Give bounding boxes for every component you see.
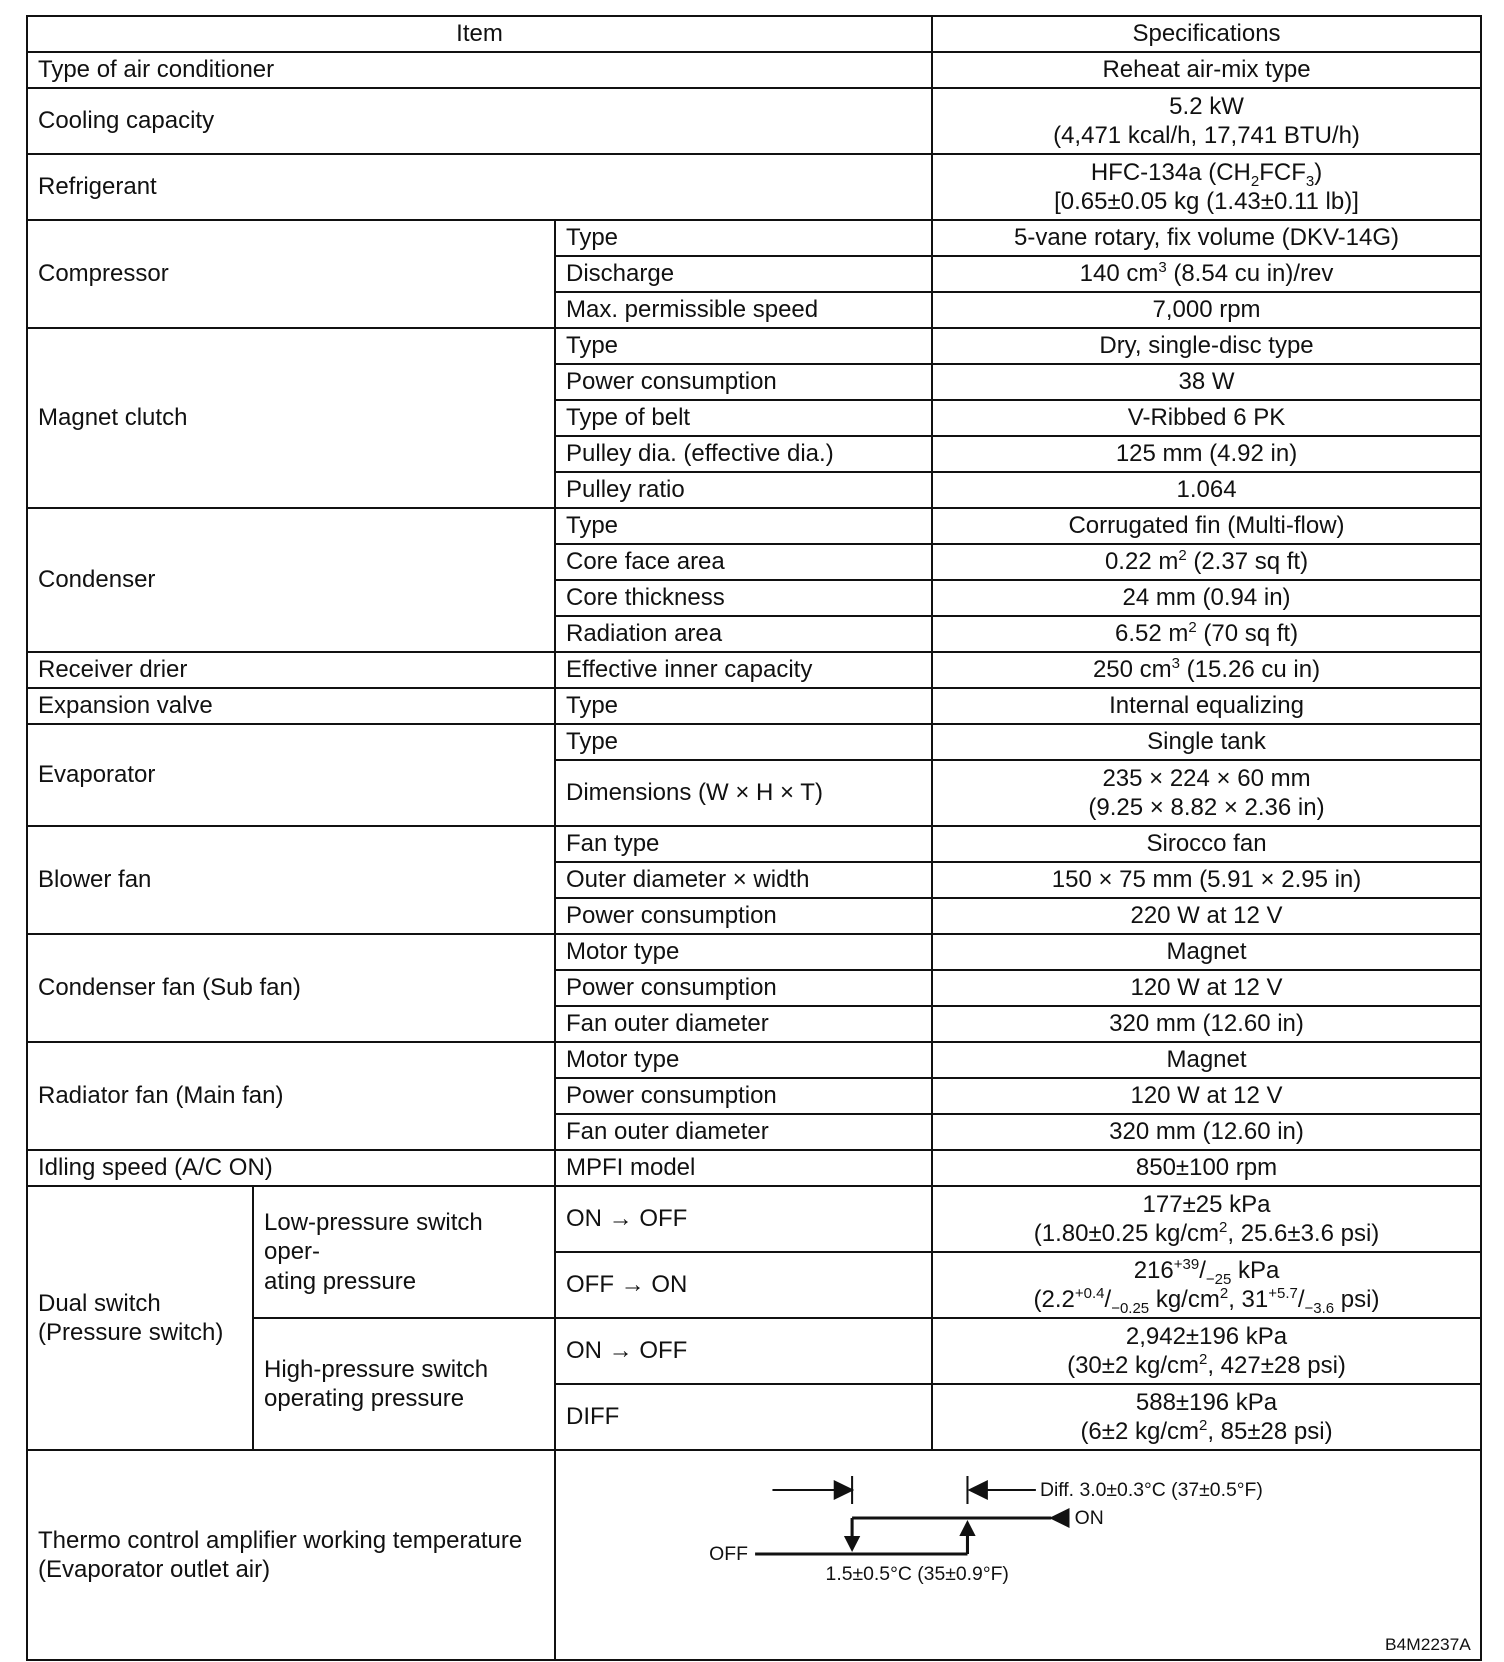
- row-value: 2,942±196 kPa (30±2 $kg/cm^2$, 427±28 psi): [932, 1318, 1481, 1384]
- row-value: 235 × 224 × 60 mm (9.25 × 8.82 × 2.36 in): [932, 760, 1481, 826]
- sub-label: Power consumption: [555, 1078, 932, 1114]
- sub-label: Type: [555, 220, 932, 256]
- sub-label: Discharge: [555, 256, 932, 292]
- header-item: Item: [27, 16, 932, 52]
- table-row: [27, 154, 1481, 220]
- row-value: V-Ribbed 6 PK: [932, 400, 1481, 436]
- row-value: 120 W at 12 V: [932, 970, 1481, 1006]
- group-label: Idling speed (A/C ON): [27, 1150, 555, 1186]
- row-value: 320 mm (12.60 in): [932, 1114, 1481, 1150]
- sub-label: Pulley dia. (effective dia.): [555, 436, 932, 472]
- group-label: Condenser: [27, 508, 555, 652]
- table-row: [27, 1186, 1481, 1252]
- table-row: [27, 652, 1481, 688]
- row-value: 5-vane rotary, fix volume (DKV-14G): [932, 220, 1481, 256]
- sub-label: Pulley ratio: [555, 472, 932, 508]
- group-label: Magnet clutch: [27, 328, 555, 508]
- thermo-diagram: [556, 1452, 1480, 1658]
- diff-label: Diff. 3.0±0.3°C (37±0.5°F): [1039, 1480, 1263, 1501]
- sub-label: ON → OFF: [555, 1318, 932, 1384]
- table-row: [27, 508, 1481, 544]
- on-label: ON: [1074, 1508, 1104, 1529]
- table-row: [27, 934, 1481, 970]
- row-value: 24 mm (0.94 in): [932, 580, 1481, 616]
- row-label: Type of air conditioner: [27, 52, 932, 88]
- group-label: Condenser fan (Sub fan): [27, 934, 555, 1042]
- sub-label: Effective inner capacity: [555, 652, 932, 688]
- row-value: 120 W at 12 V: [932, 1078, 1481, 1114]
- row-value: Sirocco fan: [932, 826, 1481, 862]
- sub-label: Power consumption: [555, 898, 932, 934]
- sub-group-label: High-pressure switch operating pressure: [253, 1318, 555, 1450]
- sub-group-label: Low-pressure switch oper- ating pressure: [253, 1186, 555, 1318]
- group-label: Blower fan: [27, 826, 555, 934]
- row-value: Dry, single-disc type: [932, 328, 1481, 364]
- group-label: Radiator fan (Main fan): [27, 1042, 555, 1150]
- sub-label: Power consumption: [555, 364, 932, 400]
- row-label: Refrigerant: [27, 154, 932, 220]
- up-arrowhead: [959, 1520, 975, 1536]
- sub-label: Type: [555, 508, 932, 544]
- row-value: 850±100 rpm: [932, 1150, 1481, 1186]
- thermo-diagram-cell: [555, 1450, 1481, 1660]
- sub-label: Core face area: [555, 544, 932, 580]
- table-row: [27, 688, 1481, 724]
- figure-code: B4M2237A: [1385, 1634, 1471, 1654]
- row-value: Single tank: [932, 724, 1481, 760]
- header-specifications: Specifications: [932, 16, 1481, 52]
- down-arrowhead: [844, 1536, 860, 1552]
- sub-label: Type: [555, 688, 932, 724]
- header-row: [27, 16, 1481, 52]
- row-label: Cooling capacity: [27, 88, 932, 154]
- table-row: [27, 1450, 1481, 1660]
- row-value: 250 $cm^3$ (15.26 cu in): [932, 652, 1481, 688]
- table-row: [27, 1150, 1481, 1186]
- row-value: Reheat air-mix type: [932, 52, 1481, 88]
- row-value: Internal equalizing: [932, 688, 1481, 724]
- sub-label: Power consumption: [555, 970, 932, 1006]
- table-row: [27, 826, 1481, 862]
- sub-label: Motor type: [555, 934, 932, 970]
- group-label: Thermo control amplifier working temperature (Evaporator outlet air): [27, 1450, 555, 1660]
- row-value: 320 mm (12.60 in): [932, 1006, 1481, 1042]
- sub-label: Motor type: [555, 1042, 932, 1078]
- sub-label: Fan outer diameter: [555, 1006, 932, 1042]
- sub-label: Type of belt: [555, 400, 932, 436]
- row-value: 5.2 kW (4,471 kcal/h, 17,741 BTU/h): [932, 88, 1481, 154]
- spec-table: [26, 15, 1482, 1661]
- row-value: 220 W at 12 V: [932, 898, 1481, 934]
- row-value: 125 mm (4.92 in): [932, 436, 1481, 472]
- row-value: 0.22 $m^2$ (2.37 sq ft): [932, 544, 1481, 580]
- sub-label: Type: [555, 328, 932, 364]
- row-value: 150 × 75 mm (5.91 × 2.95 in): [932, 862, 1481, 898]
- table-row: [27, 220, 1481, 256]
- sub-label: Core thickness: [555, 580, 932, 616]
- table-row: [27, 328, 1481, 364]
- sub-label: OFF → ON: [555, 1252, 932, 1318]
- row-value: HFC-134a $(CH_2FCF_3)$ [0.65±0.05 kg (1.43±0.11 lb)]: [932, 154, 1481, 220]
- row-value: 1.064: [932, 472, 1481, 508]
- row-value: Magnet: [932, 934, 1481, 970]
- row-value: Corrugated fin (Multi-flow): [932, 508, 1481, 544]
- row-value: 140 $cm^3$ (8.54 cu in)/rev: [932, 256, 1481, 292]
- bottom-temp-label: 1.5±0.5°C (35±0.9°F): [825, 1564, 1009, 1585]
- table-row: [27, 724, 1481, 760]
- sub-label: DIFF: [555, 1384, 932, 1450]
- table-row: [27, 52, 1481, 88]
- group-label: Evaporator: [27, 724, 555, 826]
- sub-label: Radiation area: [555, 616, 932, 652]
- row-value: 588±196 kPa (6±2 $kg/cm^2$, 85±28 psi): [932, 1384, 1481, 1450]
- sub-label: Fan outer diameter: [555, 1114, 932, 1150]
- row-value: 7,000 rpm: [932, 292, 1481, 328]
- sub-label: Outer diameter × width: [555, 862, 932, 898]
- row-value: 6.52 $m^2$ (70 sq ft): [932, 616, 1481, 652]
- sub-label: Type: [555, 724, 932, 760]
- group-label: Receiver drier: [27, 652, 555, 688]
- row-value: 38 W: [932, 364, 1481, 400]
- row-value: $216^{+39}/_{-25}$ kPa ($2.2^{+0.4}/_{-0.25}$ $kg/cm^2$, $31^{+5.7}/_{-3.6}$ psi): [932, 1252, 1481, 1318]
- group-label: Compressor: [27, 220, 555, 328]
- group-label: Dual switch (Pressure switch): [27, 1186, 253, 1450]
- sub-label: Max. permissible speed: [555, 292, 932, 328]
- table-row: [27, 1042, 1481, 1078]
- sub-label: Dimensions (W × H × T): [555, 760, 932, 826]
- off-label: OFF: [709, 1544, 748, 1565]
- table-row: [27, 88, 1481, 154]
- sub-label: Fan type: [555, 826, 932, 862]
- group-label: Expansion valve: [27, 688, 555, 724]
- row-value: 177±25 kPa (1.80±0.25 $kg/cm^2$, 25.6±3.6 psi): [932, 1186, 1481, 1252]
- row-value: Magnet: [932, 1042, 1481, 1078]
- sub-label: MPFI model: [555, 1150, 932, 1186]
- sub-label: ON → OFF: [555, 1186, 932, 1252]
